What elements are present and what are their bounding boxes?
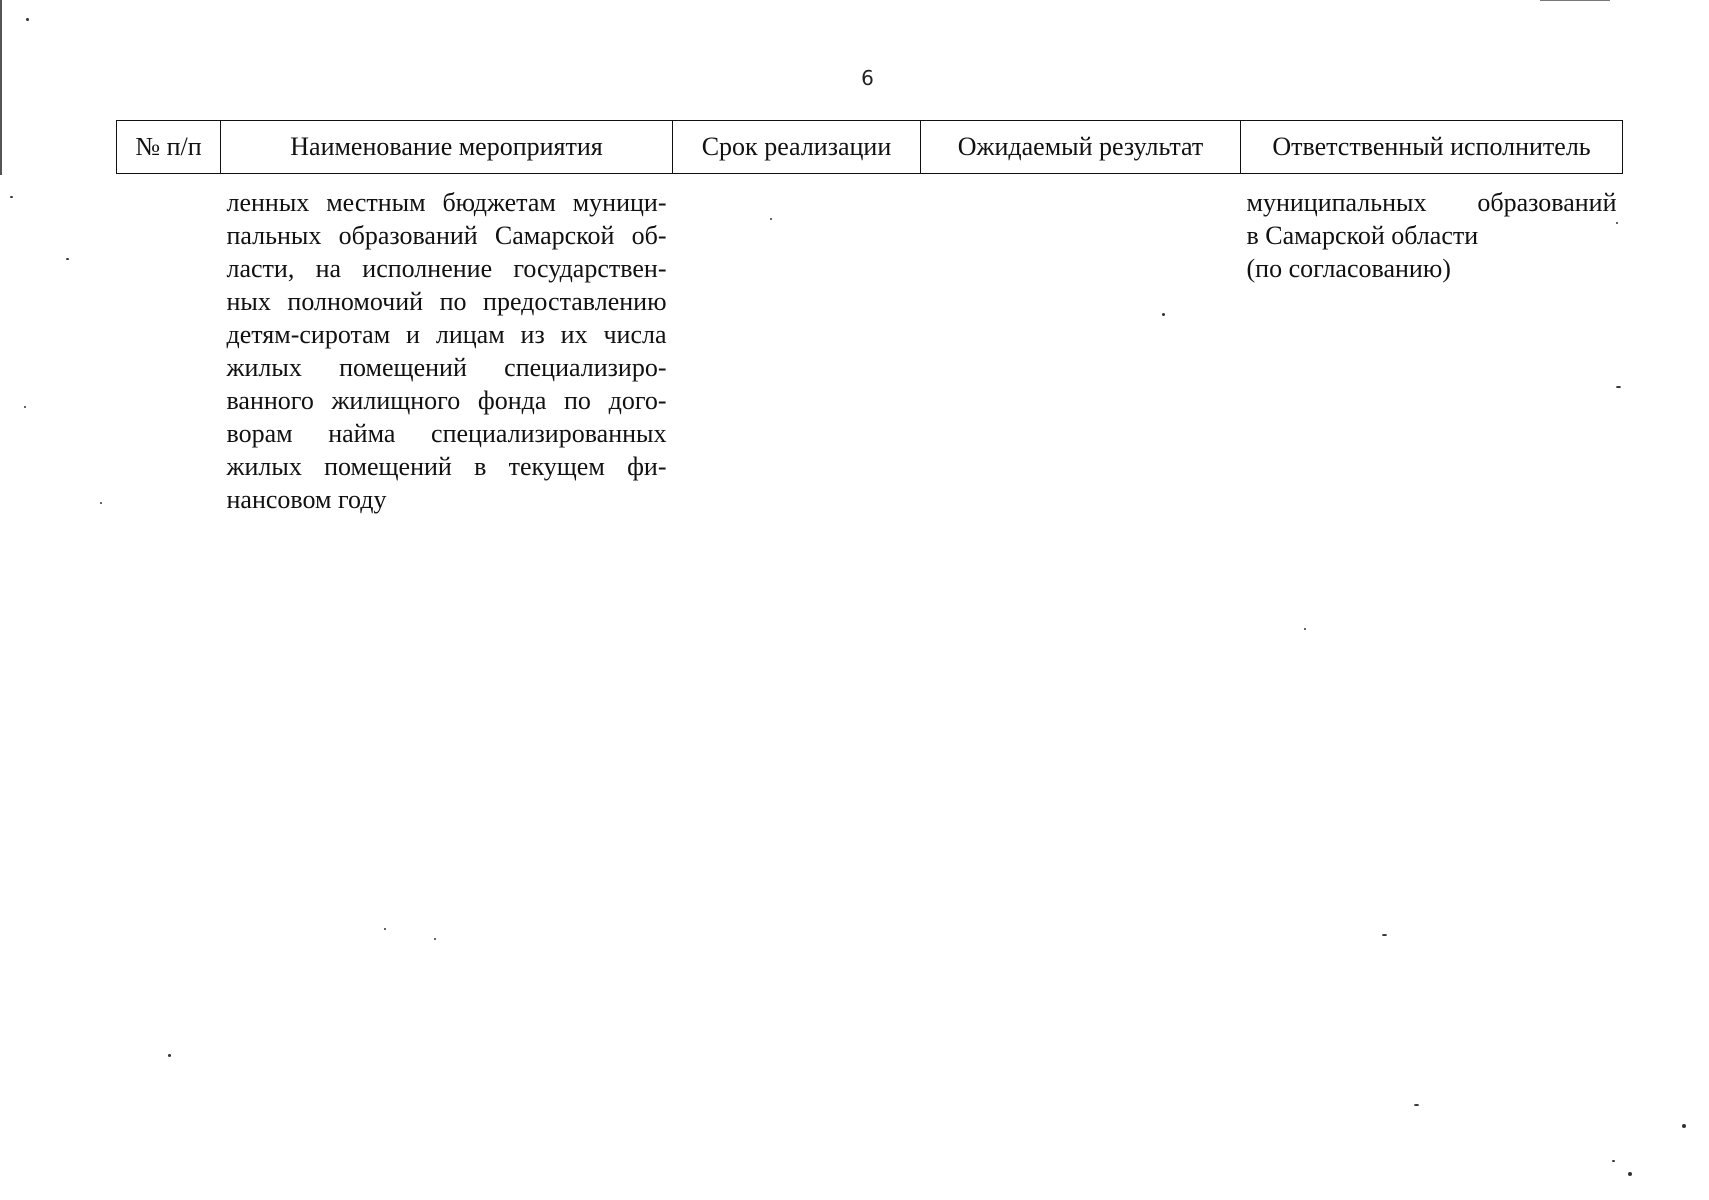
header-number: № п/п: [117, 121, 221, 174]
scan-speck: [66, 258, 69, 260]
measure-name-line: жилых помещений в текущем фи-: [226, 452, 667, 481]
cell-term: [673, 174, 921, 517]
header-measure-name: Наименование мероприятия: [221, 121, 673, 174]
measure-name-line: ленных местным бюджетам муници-: [226, 188, 667, 217]
page-number: 6: [861, 66, 874, 90]
scan-speck: [384, 928, 386, 930]
scan-speck: [434, 938, 436, 940]
scan-speck: [10, 196, 13, 198]
scan-speck: [1616, 222, 1618, 224]
cell-measure-name: [221, 174, 673, 517]
measure-name-line: пальных образований Самарской об-: [226, 221, 667, 250]
cell-expected-result: [921, 174, 1241, 517]
scan-speck: [1382, 934, 1387, 936]
measure-name-line: детям-сиротам и лицам из их числа: [226, 320, 667, 349]
table-header-row: [117, 121, 1623, 174]
table-row: [117, 174, 1623, 517]
scan-speck: [1616, 386, 1621, 388]
scan-top-mark: [1540, 0, 1610, 1]
scan-speck: [26, 18, 29, 21]
scan-speck: [1612, 1160, 1615, 1162]
scan-speck: [100, 502, 102, 504]
measure-name-line: жилых помещений специализиро-: [226, 353, 667, 382]
measure-name-line: ласти, на исполнение государствен-: [226, 254, 667, 283]
responsible-line: (по согласованию): [1246, 254, 1451, 283]
measure-name-line: ванного жилищного фонда по дого-: [226, 386, 667, 415]
measures-table: [116, 120, 1623, 516]
responsible-line: в Самарской области: [1246, 221, 1479, 250]
scan-speck: [24, 406, 26, 408]
header-responsible: Ответственный исполнитель: [1241, 121, 1623, 174]
scan-speck: [1162, 313, 1165, 316]
scan-speck: [1682, 1124, 1686, 1128]
measure-name-line: нансовом году: [226, 485, 387, 514]
scan-speck: [1304, 628, 1306, 630]
cell-number: [117, 174, 221, 517]
measure-name-line: ных полномочий по предоставлению: [226, 287, 667, 316]
scan-speck: [1414, 1104, 1419, 1106]
responsible-line: муниципальных образований: [1246, 188, 1617, 217]
scan-speck: [770, 218, 772, 220]
header-term: Срок реализации: [673, 121, 921, 174]
scan-speck: [168, 1054, 171, 1057]
header-expected-result: Ожидаемый результат: [921, 121, 1241, 174]
measure-name-line: ворам найма специализированных: [226, 419, 667, 448]
cell-responsible: [1241, 174, 1623, 517]
scan-speck: [1628, 1172, 1632, 1176]
